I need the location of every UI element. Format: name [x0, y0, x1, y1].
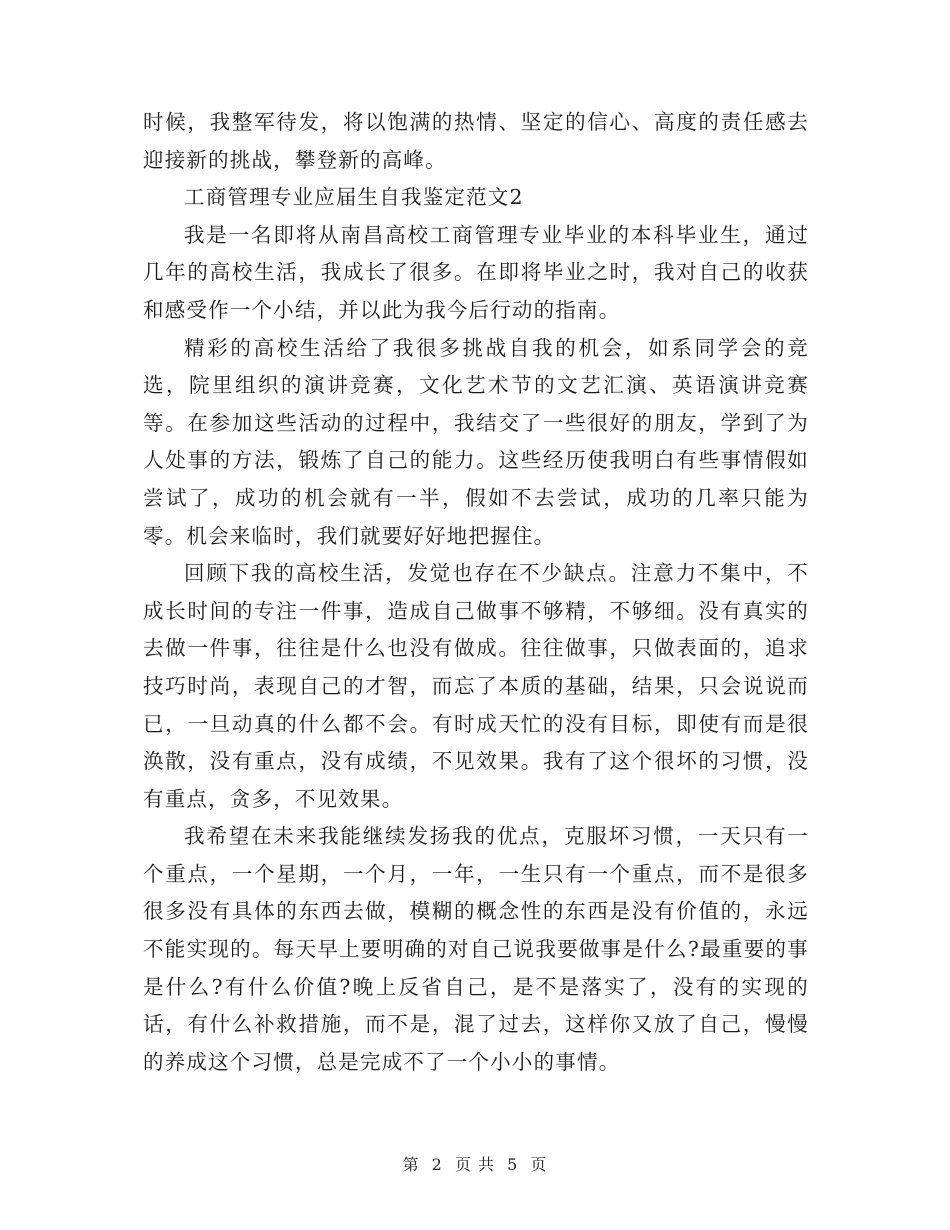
- footer-suffix: 页: [530, 1155, 548, 1174]
- total-page-count: 5: [507, 1155, 519, 1174]
- paragraph-shortcomings: 回顾下我的高校生活，发觉也存在不少缺点。注意力不集中，不成长时间的专注一件事，造成自己做事不够精，不够细。没有真实的去做一件事，往往是什么也没有做成。往往做事，只做表面的，追求技巧时尚，表现自己的才智，而忘了本质的基础，结果，只会说说而已，一旦动真的什么都不会。有时成天忙的没有目标，即使有而是很涣散，没有重点，没有成绩，不见效果。我有了这个很坏的习惯，没有重点，贪多，不见效果。: [143, 561, 809, 811]
- paragraph-continuation: 时候，我整军待发，将以饱满的热情、坚定的信心、高度的责任感去迎接新的挑战，攀登新的高峰。: [143, 110, 809, 172]
- paragraph-activities: 精彩的高校生活给了我很多挑战自我的机会，如系同学会的竞选，院里组织的演讲竞赛，文化艺术节的文艺汇演、英语演讲竞赛等。在参加这些活动的过程中，我结交了一些很好的朋友，学到了为人处事的方法，锻炼了自己的能力。这些经历使我明白有些事情假如尝试了，成功的机会就有一半，假如不去尝试，成功的几率只能为零。机会来临时，我们就要好好地把握住。: [143, 335, 809, 548]
- section-heading: 工商管理专业应届生自我鉴定范文2: [184, 185, 524, 210]
- footer-prefix: 第: [402, 1155, 420, 1174]
- page-footer: [0, 1152, 950, 1175]
- paragraph-intro: 我是一名即将从南昌高校工商管理专业毕业的本科毕业生，通过几年的高校生活，我成长了很多。在即将毕业之时，我对自己的收获和感受作一个小结，并以此为我今后行动的指南。: [143, 222, 809, 322]
- current-page-number: 2: [431, 1155, 443, 1174]
- paragraph-future: 我希望在未来我能继续发扬我的优点，克服坏习惯，一天只有一个重点，一个星期，一个月，一年，一生只有一个重点，而不是很多很多没有具体的东西去做，模糊的概念性的东西是没有价值的，永远不能实现的。每天早上要明确的对自己说我要做事是什么?最重要的事是什么?有什么价值?晚上反省自己，是不是落实了，没有的实现的话，有什么补救措施，而不是，混了过去，这样你又放了自己，慢慢的养成这个习惯，总是完成不了一个小小的事情。: [143, 824, 809, 1074]
- footer-middle: 页 共: [454, 1155, 496, 1174]
- document-body: [143, 104, 809, 1081]
